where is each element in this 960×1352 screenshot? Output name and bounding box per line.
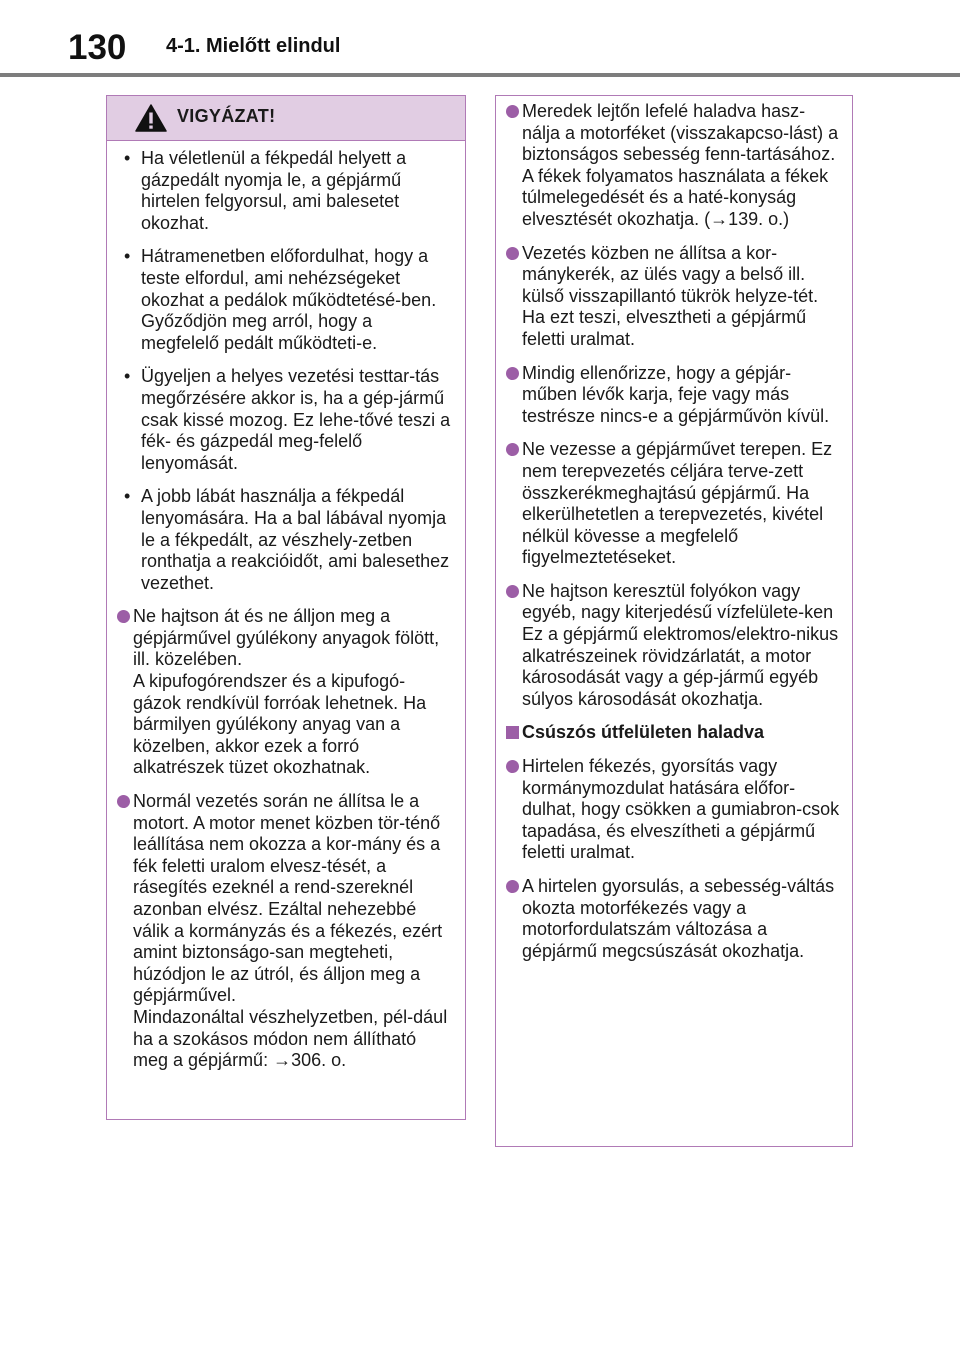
item-text: Meredek lejtőn lefelé haladva hasz-nálja a motorféket (visszakapcso-lást) a biztonságos sebesség fenn-tartásához. A fékek folyamatos használata a fékek túlmelegedését és a haté-konyság elvesztését okozhatja. (→139. o.) (522, 101, 839, 229)
item-text: Mindig ellenőrizze, hogy a gépjár-műben lévők karja, feje vagy más testrésze nincs-e a gépjárművön kívül. (522, 362, 830, 426)
warning-item (115, 606, 451, 779)
section-title: 4-1. Mielőtt elindul (166, 35, 341, 57)
circle-bullet-icon (506, 443, 519, 456)
page-header (0, 0, 960, 80)
warning-box-continued (495, 95, 853, 1147)
circle-bullet-icon (506, 760, 519, 773)
warning-title: VIGYÁZAT! (177, 106, 276, 126)
item-text: Csúszós útfelületen haladva (522, 722, 765, 743)
circle-bullet-icon (506, 247, 519, 260)
circle-bullet-icon (506, 367, 519, 380)
warning-item (115, 246, 451, 354)
warning-box (106, 95, 466, 1120)
item-text: Hirtelen fékezés, gyorsítás vagy kormánymozdulat hatására előfor-dulhat, hogy csökken a gumiabron-csok tapadása, és elveszítheti a gépjármű feletti uralmat. (522, 756, 840, 863)
square-bullet-icon (506, 726, 519, 739)
dash-bullet: • (124, 148, 131, 168)
warning-triangle-icon (135, 104, 167, 132)
warning-item (115, 791, 451, 1072)
item-text: Hátramenetben előfordulhat, hogy a teste elfordul, ami nehézségeket okozhat a pedálok működtetésé-ben. Győződjön meg arról, hogy a megfelelő pedált működteti-e. (141, 246, 437, 353)
warning-item (504, 363, 842, 428)
warning-item (504, 101, 842, 231)
page-number: 130 (68, 28, 127, 67)
dash-bullet: • (124, 246, 131, 267)
item-text: Normál vezetés során ne állítsa le a motort. A motor menet közben tör-ténő leállítása nem okozza a kor-mány és a fék feletti uralom elvesz-tését, a rásegítés ezeknél a rend-szereknél azonban elvész. Ezáltal nehezebbé válik a kormányzás és a fékezés, ezért amint biztonságo-san megteheti, húzódjon le az útról, és álljon meg a gépjárművel. Mindazonáltal vészhelyzetben, pél-dául ha a szokásos módon nem állítható meg a gépjármű: →306. o. (133, 791, 448, 1071)
circle-bullet-icon (506, 880, 519, 893)
circle-bullet-icon (117, 795, 130, 808)
warning-content (107, 148, 465, 1084)
item-text: Vezetés közben ne állítsa a kor-mánykerék, az ülés vagy a belső ill. külső visszapillantó tükrök helyze-tét. Ha ezt teszi, elvesztheti a gépjármű feletti uralmat. (522, 242, 819, 349)
subsection-heading (504, 722, 842, 744)
warning-item (504, 581, 842, 711)
warning-item (115, 486, 451, 594)
item-text: Ha véletlenül a fékpedál helyett a gázpedált nyomja le, a gépjármű hirtelen felgyorsul, ami balesetet okozhat. (141, 148, 407, 233)
item-text: Ügyeljen a helyes vezetési testtar-tás megőrzésére akkor is, ha a gép-jármű csak kissé mozog. Ez lehe-tővé teszi a fék- és gázpedál meg-felelő lenyomását. (141, 366, 451, 473)
item-text: Ne hajtson át és ne álljon meg a gépjárművel gyúlékony anyagok fölött, ill. közelében. A kipufogórendszer és a kipufogó-gázok rendkívül forróak lehetnek. Ha bármilyen gyúlékony anyag van a közelben, akkor ezek a forró alkatrészek tüzet okozhatnak. (133, 606, 440, 778)
warning-content-continued (496, 101, 852, 974)
dash-bullet: • (124, 366, 131, 387)
warning-item (115, 366, 451, 474)
warning-item (504, 756, 842, 864)
item-text: A jobb lábát használja a fékpedál lenyomására. Ha a bal lábával nyomja le a fékpedált, az vészhely-zetben ronthatja a reakcióidőt, ami balesethez vezethet. (141, 486, 450, 593)
item-text: Ne vezesse a gépjárművet terepen. Ez nem terepvezetés céljára terve-zett összkerékmeghajtású gépjármű. Ha elkerülhetetlen a terepvezetés, kivétel nélkül kövesse a megfelelő figyelmeztetéseket. (522, 439, 833, 568)
dash-bullet: • (124, 486, 131, 507)
warning-item (504, 876, 842, 962)
warning-item (115, 148, 451, 234)
circle-bullet-icon (506, 105, 519, 118)
circle-bullet-icon (506, 585, 519, 598)
warning-header (107, 96, 465, 141)
item-text: Ne hajtson keresztül folyókon vagy egyéb, nagy kiterjedésű vízfelülete-ken Ez a gépjármű elektromos/elektro-nikus alkatrészeinek rövidzárlatát, a motor károsodását vagy a gép-jármű egyéb súlyos károsodását okozhatja. (522, 580, 839, 709)
circle-bullet-icon (117, 610, 130, 623)
header-divider (0, 73, 960, 77)
warning-item (504, 439, 842, 569)
warning-item (504, 243, 842, 351)
item-text: A hirtelen gyorsulás, a sebesség-váltás okozta motorfékezés vagy a motorfordulatszám változása a gépjármű megcsúszását okozhatja. (522, 876, 835, 961)
